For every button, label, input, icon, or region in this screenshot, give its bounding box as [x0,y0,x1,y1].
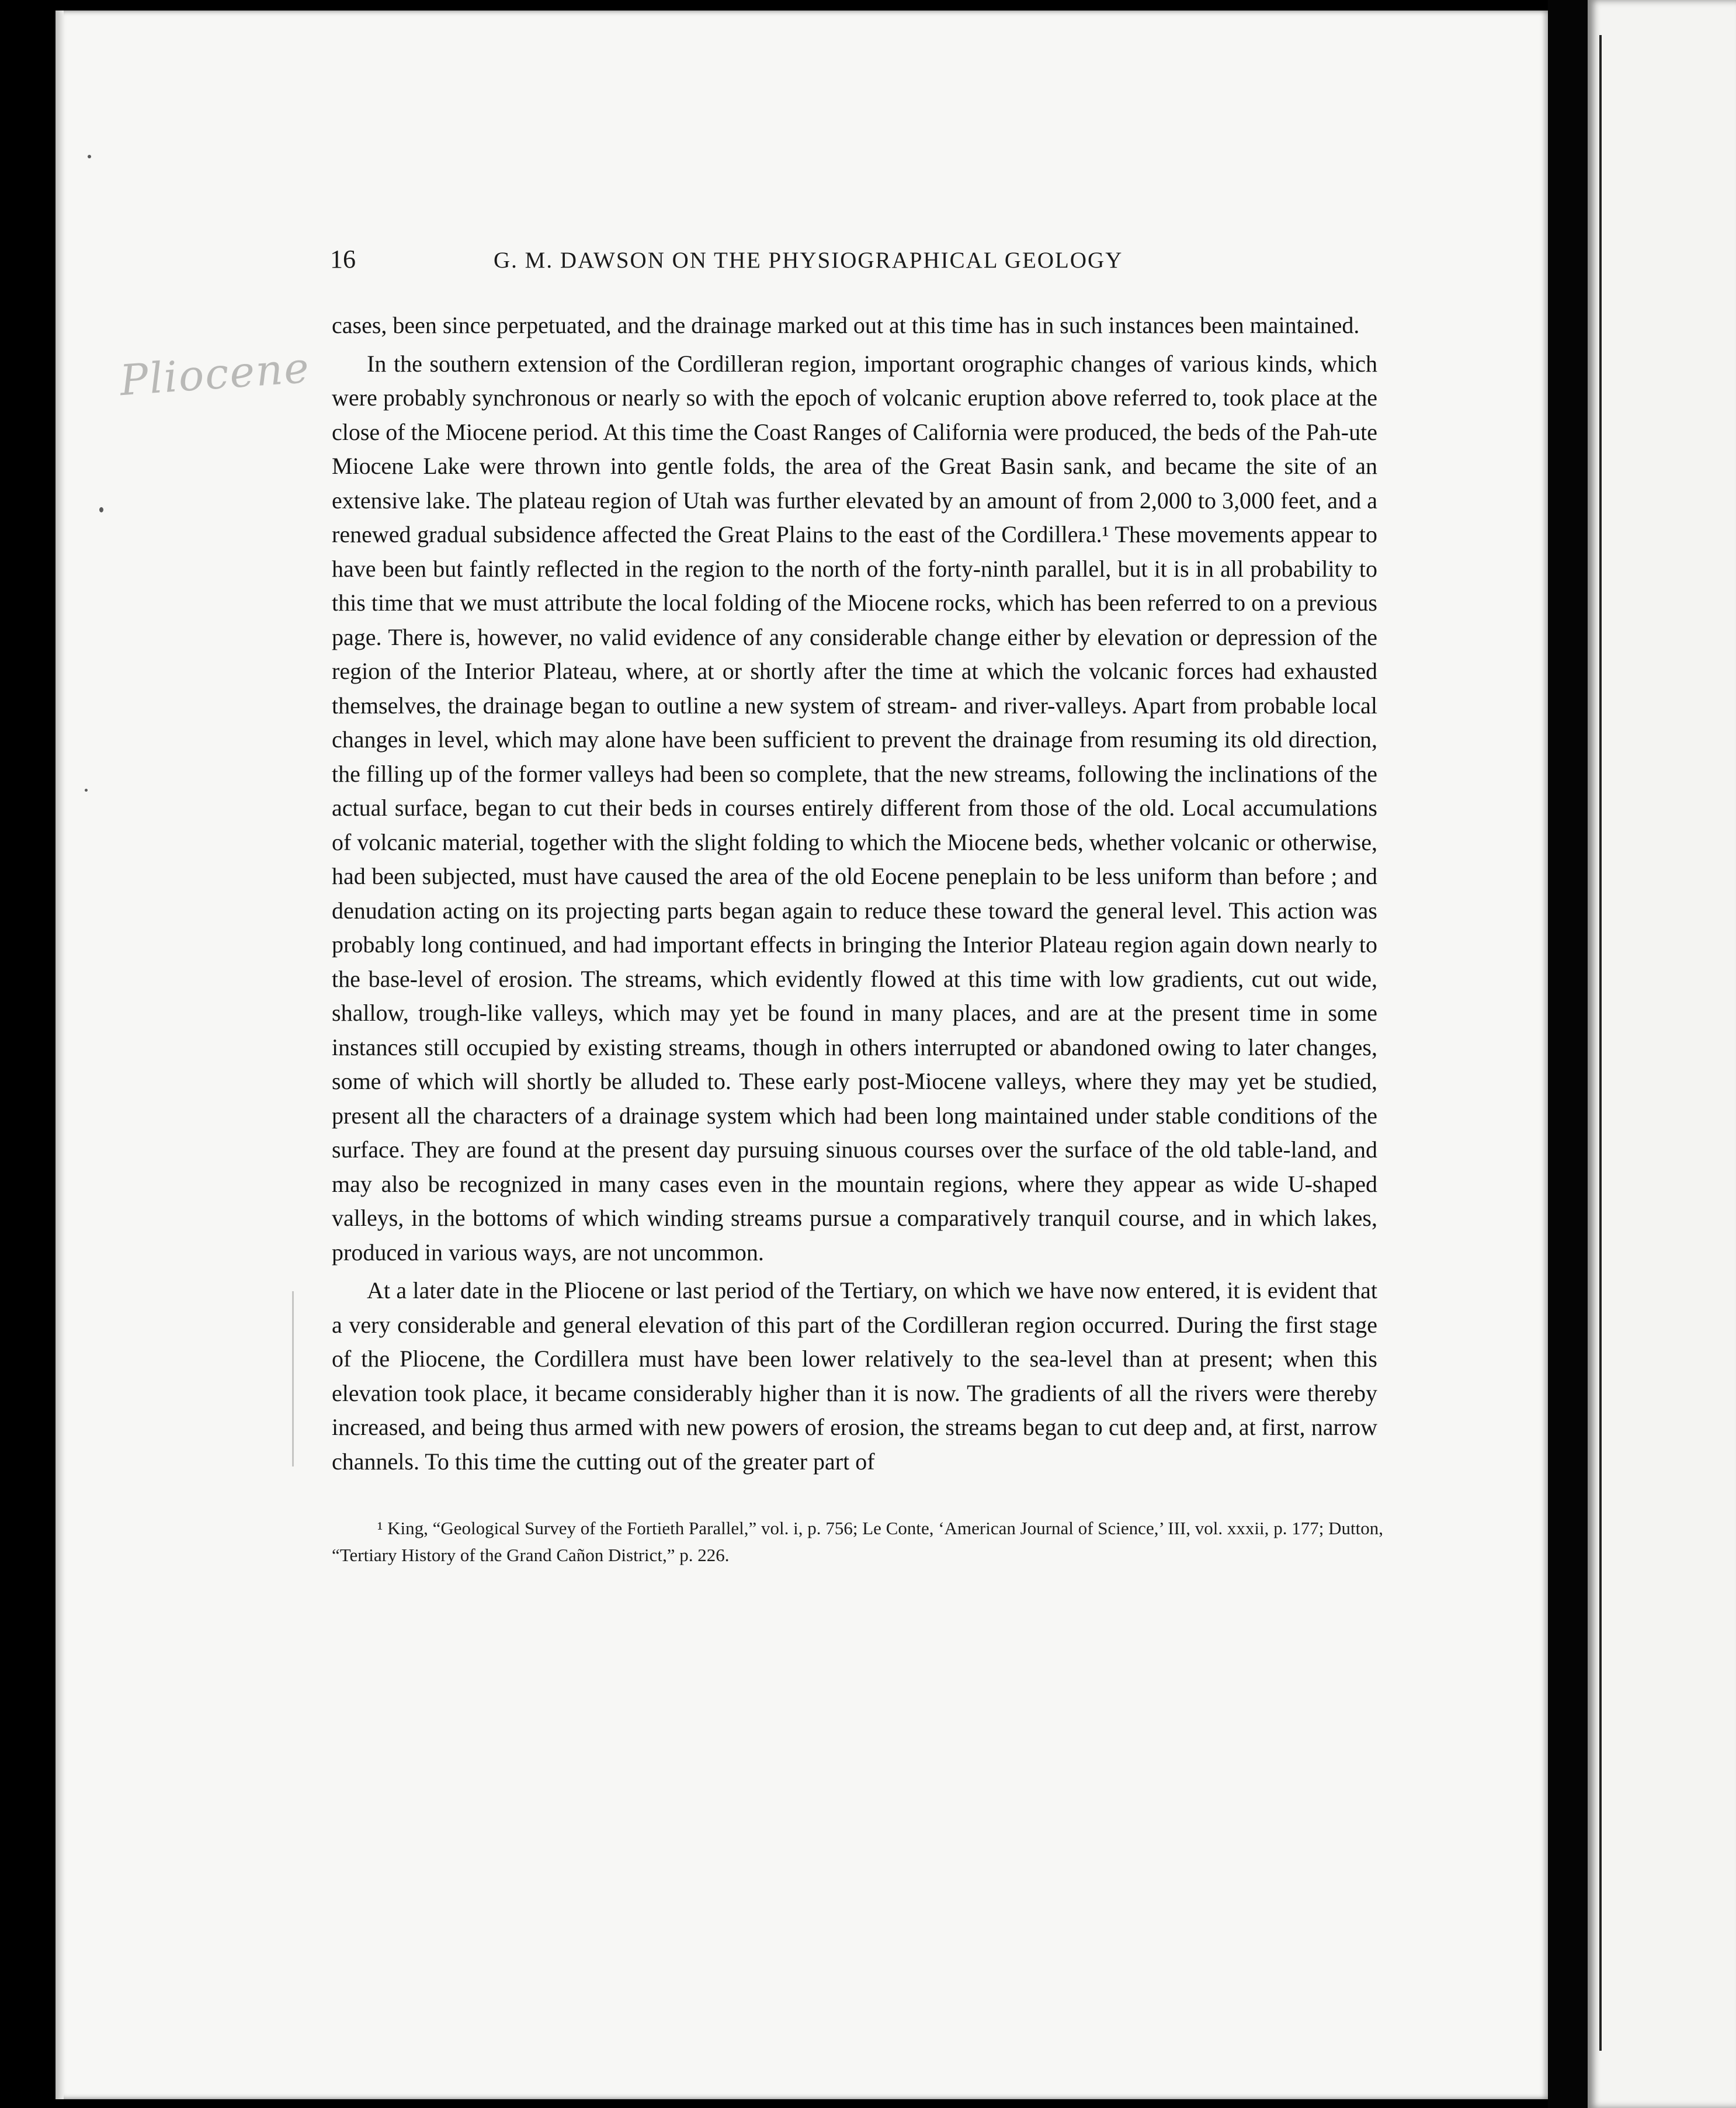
handwritten-margin-note: Pliocene [118,342,312,405]
scan-speck [88,155,91,158]
footnote [332,1515,1383,1569]
scan-speck [85,789,88,792]
page-left-edge [55,11,64,2099]
page-gutter [1548,0,1588,2108]
facing-page-edge [1588,0,1736,2108]
running-head-title: G. M. DAWSON ON THE PHYSIOGRAPHICAL GEOLOGY [494,248,1123,273]
paragraph-miocene-changes: In the southern extension of the Cordilleran region, important orographic changes of various kinds, which were probably synchronous or nearly so with the epoch of volcanic eruption above referred to, took place at the close of the Miocene period. At this time the Coast Ranges of California were produced, the beds of the Pah-ute Miocene Lake were thrown into gentle folds, the area of the Great Basin sank, and became the site of an extensive lake. The plateau region of Utah was further elevated by an amount of from 2,000 to 3,000 feet, and a renewed gradual subsidence affected the Great Plains to the east of the Cordillera.¹ These movements appear to have been but faintly reflected in the region to the north of the forty-ninth parallel, but it is in all probability to this time that we must attribute the local folding of the Miocene rocks, which has been referred to on a previous page. There is, however, no valid evidence of any considerable change either by elevation or depression of the region of the Interior Plateau, where, at or shortly after the time at which the volcanic forces had exhausted themselves, the drainage began to outline a new system of stream- and river-valleys. Apart from probable local changes in level, which may alone have been sufficient to prevent the drainage from resuming its old direction, the filling up of the former valleys had been so complete, that the new streams, following the inclinations of the actual surface, began to cut their beds in courses entirely different from those of the old. Local accumulations of volcanic material, together with the slight folding to which the Miocene beds, whether volcanic or otherwise, had been subjected, must have caused the area of the old Eocene peneplain to be less uniform than before ; and denudation acting on its projecting parts began again to reduce these toward the general level. This action was probably long continued, and had important effects in bringing the Interior Plateau region again down nearly to the base-level of erosion. The streams, which evidently flowed at this time with low gradients, cut out wide, shallow, trough-like valleys, which may yet be found in many places, and are at the present time in some instances still occupied by existing streams, though in others interrupted or abandoned owing to later changes, some of which will shortly be alluded to. These early post-Miocene valleys, where they may yet be studied, present all the characters of a drainage system which had been long maintained under stable conditions of the surface. They are found at the present day pursuing sinuous courses over the surface of the old table-land, and may also be recognized in many cases even in the mountain regions, where they appear as wide U-shaped valleys, in the bottoms of which winding streams pursue a comparatively tranquil course, and in which lakes, produced in various ways, are not uncommon. [332,350,1377,1266]
running-head [330,244,1393,279]
footnote-text: ¹ King, “Geological Survey of the Fortieth Parallel,” vol. i, p. 756; Le Conte, ‘American Journal of Science,’ III, vol. xxxii, p. 177; Dutton, “Tertiary History of the Grand Cañon District,” p. 226. [332,1518,1383,1565]
facing-page-edge-line [1599,35,1602,2051]
body-text [332,308,1377,1479]
paragraph-pliocene-elevation: At a later date in the Pliocene or last period of the Tertiary, on which we have now entered, it is evident that a very considerable and general elevation of this part of the Cordilleran region occurred. During the first stage of the Pliocene, the Cordillera must have been lower relatively to the sea-level than at present; when this elevation took place, it became considerably higher than it is now. The gradients of all the rivers were thereby increased, and being thus armed with new powers of erosion, the streams began to cut deep and, at first, narrow channels. To this time the cutting out of the greater part of [332,1277,1377,1475]
pencil-margin-line [292,1291,294,1466]
scan-speck [99,507,103,512]
paragraph-continuation: cases, been since perpetuated, and the drainage marked out at this time has in such instances been maintained. [332,312,1360,338]
page-number: 16 [330,245,356,273]
